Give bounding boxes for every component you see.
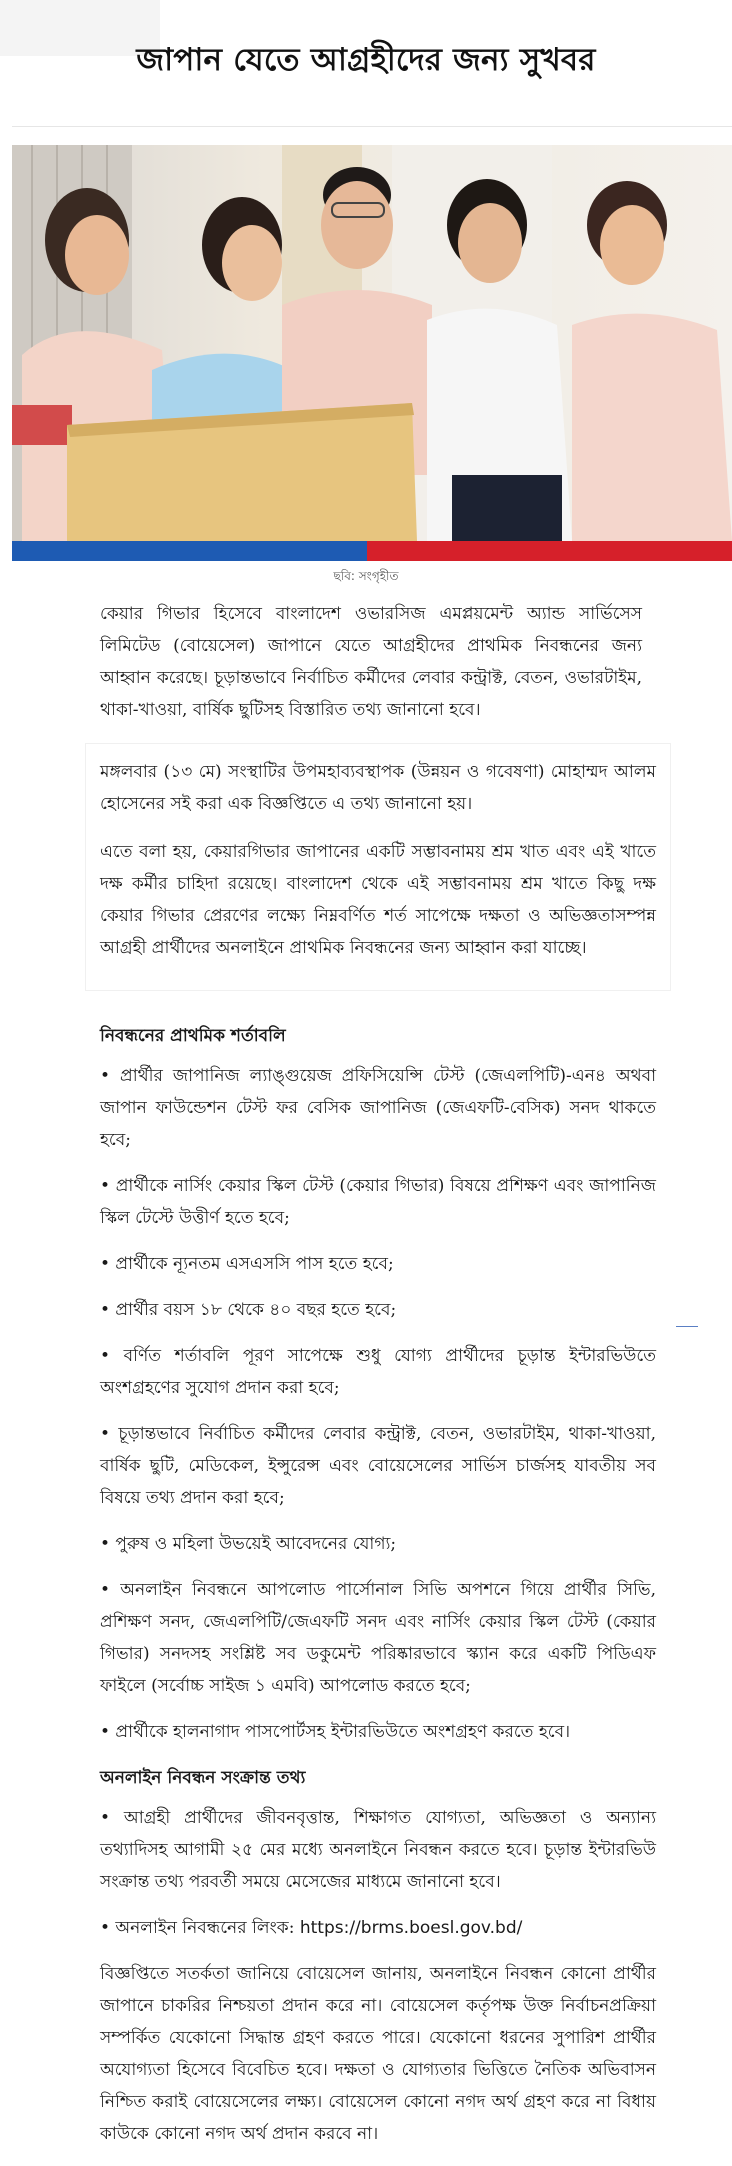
photo-stripe-red [367, 541, 732, 561]
side-marker [676, 1326, 698, 1327]
conditions-title: নিবন্ধনের প্রাথমিক শর্তাবলি [100, 1026, 286, 1046]
closing-paragraph: বিজ্ঞপ্তিতে সতর্কতা জানিয়ে বোয়েসেল জানায়, অনলাইনে নিবন্ধন কোনো প্রার্থীর জাপানে চাকরির নিশ্চয়তা প্রদান করে না। বোয়েসেল কর্তৃপক্ষ উক্ত নির্বাচনপ্রক্রিয়া সম্পর্কিত যেকোনো সিদ্ধান্ত গ্রহণ করতে পারে। যেকোনো ধরনের সুপারিশ প্রার্থীর অযোগ্যতা হিসেবে বিবেচিত হবে। দক্ষতা ও যোগ্যতার ভিত্তিতে নৈতিক অভিবাসন নিশ্চিত করাই বোয়েসেলের লক্ষ্য। বোয়েসেল কোনো নগদ অর্থ গ্রহণ করে না বিধায় কাউকে কোনো নগদ অর্থ প্রদান করবে না। [100, 1964, 656, 2144]
condition-item: • প্রার্থীকে ন্যূনতম এসএসসি পাস হতে হবে; [100, 1254, 394, 1274]
conditions-section [86, 1020, 670, 2166]
photo-stripe-blue [12, 541, 367, 561]
condition-item: • প্রার্থীকে নার্সিং কেয়ার স্কিল টেস্ট (কেয়ার গিভার) বিষয়ে প্রশিক্ষণ এবং জাপানিজ স্কিল টেস্টে উত্তীর্ণ হতে হবে; [100, 1176, 656, 1228]
registration-link[interactable]: https://brms.boesl.gov.bd/ [299, 1918, 523, 1938]
article-photo[interactable] [12, 145, 732, 560]
group-photo-illustration [12, 145, 732, 541]
online-title: অনলাইন নিবন্ধন সংক্রান্ত তথ্য [100, 1768, 306, 1788]
body-paragraph-2: এতে বলা হয়, কেয়ারগিভার জাপানের একটি সম্ভাবনাময় শ্রম খাত এবং এই খাতে দক্ষ কর্মীর চাহিদা রয়েছে। বাংলাদেশ থেকে এই সম্ভাবনাময় শ্রম খাতে কিছু দক্ষ কেয়ার গিভার প্রেরণের লক্ষ্যে নিম্নবর্ণিত শর্ত সাপেক্ষে দক্ষতা ও অভিজ্ঞতাসম্পন্ন আগ্রহী প্রার্থীদের অনলাইনে প্রাথমিক নিবন্ধনের জন্য আহ্বান করা যাচ্ছে। [100, 842, 656, 958]
photo-caption: ছবি: সংগৃহীত [333, 569, 399, 583]
body-paragraph-1: মঙ্গলবার (১৩ মে) সংস্থাটির উপমহাব্যবস্থাপক (উন্নয়ন ও গবেষণা) মোহাম্মদ আলম হোসেনের সই করা এক বিজ্ঞপ্তিতে এ তথ্য জানানো হয়। [100, 762, 656, 814]
online-item: • আগ্রহী প্রার্থীদের জীবনবৃত্তান্ত, শিক্ষাগত যোগ্যতা, অভিজ্ঞতা ও অন্যান্য তথ্যাদিসহ আগামী ২৫ মের মধ্যে অনলাইনে নিবন্ধন করতে হবে। চূড়ান্ত ইন্টারভিউ সংক্রান্ত তথ্য পরবর্তী সময়ে মেসেজের মাধ্যমে জানানো হবে। [100, 1808, 656, 1892]
body-section [86, 744, 670, 990]
condition-item: • বর্ণিত শর্তাবলি পূরণ সাপেক্ষে শুধু যোগ্য প্রার্থীদের চূড়ান্ত ইন্টারভিউতে অংশগ্রহণের সুযোগ প্রদান করা হবে; [100, 1346, 656, 1398]
condition-item: • অনলাইন নিবন্ধনে আপলোড পার্সোনাল সিভি অপশনে গিয়ে প্রার্থীর সিভি, প্রশিক্ষণ সনদ, জেএলপিটি/জেএফটি সনদ এবং নার্সিং কেয়ার স্কিল টেস্ট (কেয়ার গিভার) সনদসহ সংশ্লিষ্ট সব ডকুমেন্ট পরিষ্কারভাবে স্ক্যান করে একটি পিডিএফ ফাইলে (সর্বোচ্চ সাইজ ১ এমবি) আপলোড করতে হবে; [100, 1580, 656, 1696]
condition-item: • প্রার্থীকে হালনাগাদ পাসপোর্টসহ ইন্টারভিউতে অংশগ্রহণ করতে হবে। [100, 1722, 571, 1742]
online-link-label: • অনলাইন নিবন্ধনের লিংক: [100, 1918, 300, 1938]
header-divider [12, 126, 732, 127]
headline: জাপান যেতে আগ্রহীদের জন্য সুখবর [136, 42, 596, 78]
condition-item: • চূড়ান্তভাবে নির্বাচিত কর্মীদের লেবার কন্ট্রাক্ট, বেতন, ওভারটাইম, থাকা-খাওয়া, বার্ষিক ছুটি, মেডিকেল, ইন্সুরেন্স এবং বোয়েসেলের সার্ভিস চার্জসহ যাবতীয় সব বিষয়ে তথ্য প্রদান করা হবে; [100, 1424, 656, 1508]
intro-paragraph: কেয়ার গিভার হিসেবে বাংলাদেশ ওভারসিজ এমপ্লয়মেন্ট অ্যান্ড সার্ভিসেস লিমিটেড (বোয়েসেল) জাপানে যেতে আগ্রহীদের প্রাথমিক নিবন্ধনের জন্য আহ্বান করেছে। চূড়ান্তভাবে নির্বাচিত কর্মীদের লেবার কন্ট্রাক্ট, বেতন, ওভারটাইম, থাকা-খাওয়া, বার্ষিক ছুটিসহ বিস্তারিত তথ্য জানানো হবে। [100, 604, 642, 720]
condition-item: • পুরুষ ও মহিলা উভয়েই আবেদনের যোগ্য; [100, 1534, 397, 1554]
condition-item: • প্রার্থীর জাপানিজ ল্যাঙ্গুয়েজ প্রফিসিয়েন্সি টেস্ট (জেএলপিটি)-এন৪ অথবা জাপান ফাউন্ডেশন টেস্ট ফর বেসিক জাপানিজ (জেএফটি-বেসিক) সনদ থাকতে হবে; [100, 1066, 656, 1150]
online-link-row [100, 1912, 656, 1944]
condition-item: • প্রার্থীর বয়স ১৮ থেকে ৪০ বছর হতে হবে; [100, 1300, 397, 1320]
article-header [0, 0, 732, 128]
